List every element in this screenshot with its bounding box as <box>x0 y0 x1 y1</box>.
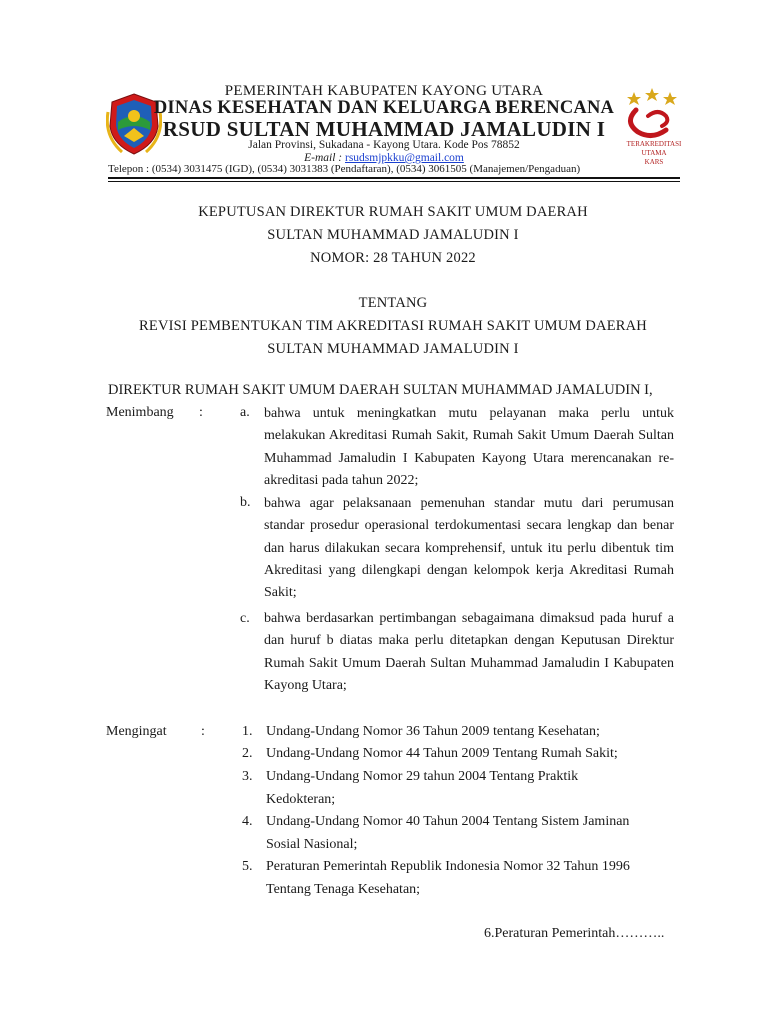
remembering-item-5-line2: Tentang Tenaga Kesehatan; <box>266 882 421 897</box>
remembering-item-3-line1: Undang-Undang Nomor 29 tahun 2004 Tentang Praktik <box>266 769 579 784</box>
decree-subject-line2: SULTAN MUHAMMAD JAMALUDIN I <box>267 341 519 357</box>
considering-mark-c: c. <box>240 611 250 626</box>
considering-colon: : <box>199 405 203 420</box>
decree-title-line1: KEPUTUSAN DIREKTUR RUMAH SAKIT UMUM DAERAH <box>198 204 588 220</box>
remembering-mark-3: 3. <box>242 769 253 784</box>
remembering-mark-1: 1. <box>242 724 253 739</box>
remembering-mark-4: 4. <box>242 814 253 829</box>
hospital-address: Jalan Provinsi, Sukadana - Kayong Utara. Kode Pos 78852 <box>248 139 520 151</box>
government-name: PEMERINTAH KABUPATEN KAYONG UTARA <box>224 83 544 99</box>
department-name: DINAS KESEHATAN DAN KELUARGA BERENCANA <box>153 98 615 118</box>
remembering-item-4-line1: Undang-Undang Nomor 40 Tahun 2004 Tentang Sistem Jaminan <box>266 814 630 829</box>
hospital-name: RSUD SULTAN MUHAMMAD JAMALUDIN I <box>162 117 606 141</box>
remembering-label: Mengingat <box>106 724 167 739</box>
phone-numbers: Telepon : (0534) 3031475 (IGD), (0534) 3031383 (Pendaftaran), (0534) 3061505 (Manajemen/Pengaduan) <box>108 163 581 175</box>
remembering-mark-2: 2. <box>242 746 253 761</box>
continuation-note: 6.Peraturan Pemerintah……….. <box>484 926 665 941</box>
considering-item-c: bahwa berdasarkan pertimbangan sebagaimana dimaksud pada huruf a dan huruf b diatas maka perlu ditetapkan dengan Keputusan Direktur Rumah Sakit Umum Daerah Sultan Muhammad Jamaludin I Kabupaten Kayong Utara; <box>264 611 674 693</box>
letterhead-rule-thin <box>108 181 680 182</box>
considering-mark-b: b. <box>240 495 251 510</box>
remembering-mark-5: 5. <box>242 859 253 874</box>
decree-number: NOMOR: 28 TAHUN 2022 <box>310 250 476 266</box>
remembering-item-2: Undang-Undang Nomor 44 Tahun 2009 Tentang Rumah Sakit; <box>266 746 618 761</box>
remembering-item-5-line1: Peraturan Pemerintah Republik Indonesia Nomor 32 Tahun 1996 <box>266 859 630 874</box>
remembering-item-1: Undang-Undang Nomor 36 Tahun 2009 tentang Kesehatan; <box>266 724 600 739</box>
letterhead-rule-thick <box>108 177 680 179</box>
decree-subject-line1: REVISI PEMBENTUKAN TIM AKREDITASI RUMAH SAKIT UMUM DAERAH <box>139 318 647 334</box>
considering-item-b: bahwa agar pelaksanaan pemenuhan standar mutu dari perumusan standar prosedur operasional terdokumentasi secara lengkap dan benar dan harus dilakukan secara komprehensif, untuk itu perlu dibentuk tim Akreditasi yang dilengkapi dengan kelompok kerja Akreditasi Rumah Sakit; <box>264 496 674 601</box>
email-label: E-mail : <box>304 152 345 164</box>
decree-title-line2: SULTAN MUHAMMAD JAMALUDIN I <box>267 227 519 243</box>
remembering-item-3-line2: Kedokteran; <box>266 792 336 807</box>
considering-item-a: bahwa untuk meningkatkan mutu pelayanan maka perlu untuk melakukan Akreditasi Rumah Sakit, Rumah Sakit Umum Daerah Sultan Muhammad Jamaludin I Kabupaten Kayong Utara merencanakan re-akreditasi pada tahun 2022; <box>264 406 674 488</box>
director-line: DIREKTUR RUMAH SAKIT UMUM DAERAH SULTAN MUHAMMAD JAMALUDIN I, <box>108 382 653 398</box>
considering-label: Menimbang <box>106 405 174 420</box>
remembering-item-4-line2: Sosial Nasional; <box>266 837 358 852</box>
decree-about-label: TENTANG <box>358 295 428 311</box>
remembering-colon: : <box>201 724 205 739</box>
kars-accreditation-logo <box>614 86 694 147</box>
kars-logo-caption: TERAKREDITASI UTAMA KARS <box>626 140 682 166</box>
email-link[interactable]: rsudsmjpkku@gmail.com <box>345 152 464 164</box>
considering-mark-a: a. <box>240 405 250 420</box>
